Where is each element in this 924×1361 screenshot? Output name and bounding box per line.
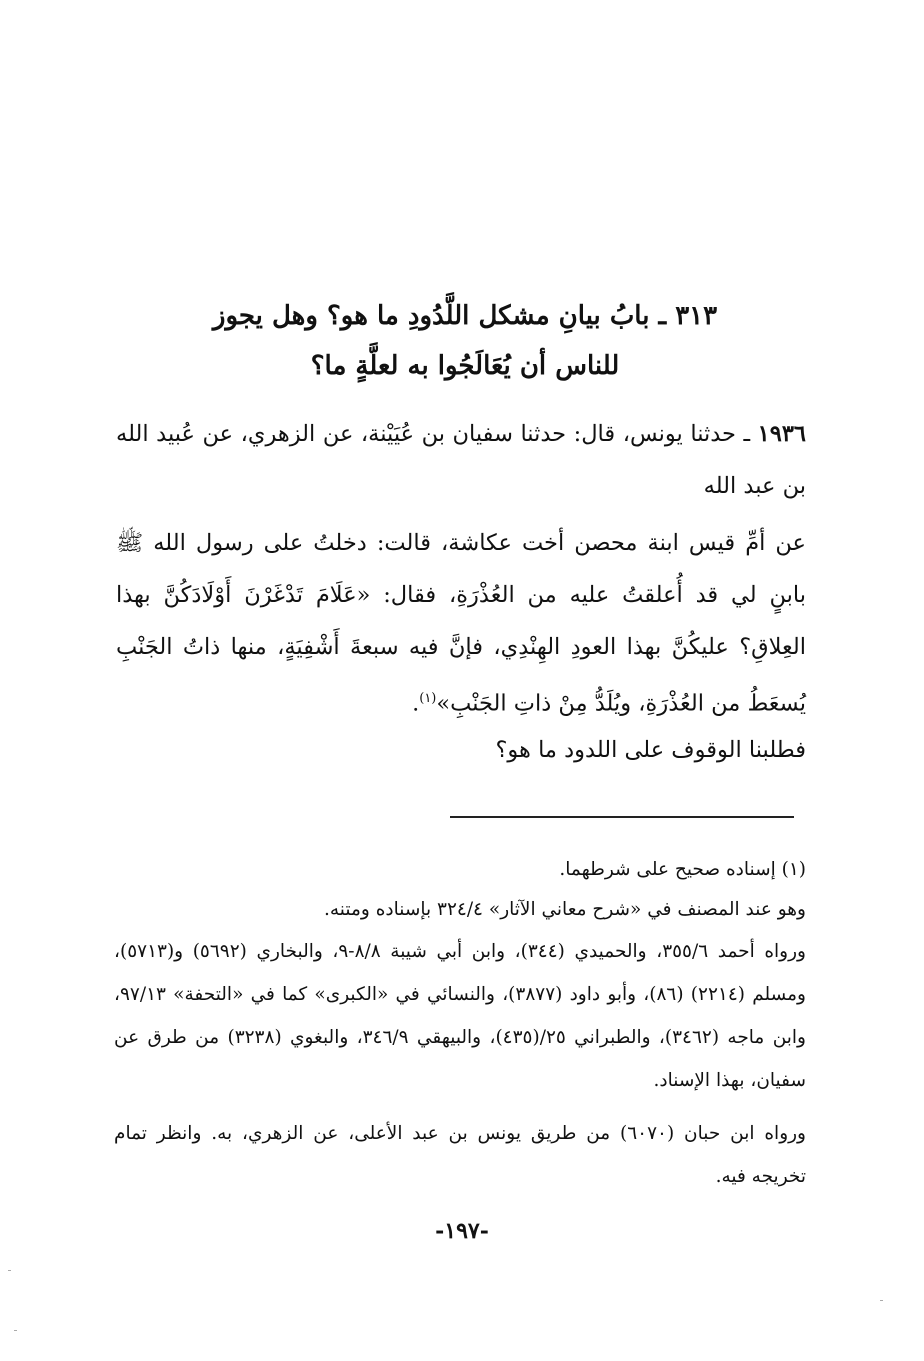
footnote-1: (١) إسناده صحيح على شرطهما. <box>559 859 806 880</box>
footnote-4: ورواه ابن حبان (٦٠٧٠) من طريق يونس بن عبد الأعلى، عن الزهري، به. وانظر تمام تخريجه فيه. <box>114 1123 806 1187</box>
chapter-title-line-1: ٣١٣ ـ بابُ بيانِ مشكل اللَّدُودِ ما هو؟ وهل يجوز <box>212 301 718 331</box>
scan-speck <box>14 1330 17 1331</box>
footnote-2: وهو عند المصنف في «شرح معاني الآثار» ٣٢٤/٤ بإسناده ومتنه. <box>324 899 806 920</box>
scan-speck <box>8 1270 11 1271</box>
footnote-3: ورواه أحمد ٣٥٥/٦، والحميدي (٣٤٤)، وابن أبي شيبة ٨/٨-٩، والبخاري (٥٦٩٢) و(٥٧١٣)، ومسلم (٢٢١٤) (٨٦)، وأبو داود (٣٨٧٧)، والنسائي في «الكبرى» كما في «التحفة» ٩٧/١٣، وابن ماجه (٣٤٦٢)، والطبراني ٢٥/(٤٣٥)، والبيهقي ٣٤٦/٩، والبغوي (٣٢٣٨) من طرق عن سفيان، بهذا الإسناد. <box>114 941 806 1091</box>
footnote-divider <box>450 816 794 818</box>
footnote-marker: (١) <box>419 691 437 706</box>
page-number: -١٩٧- <box>435 1218 489 1244</box>
hadith-matn-text: عن أمِّ قيس ابنة محصن أخت عكاشة، قالت: دخلتُ على رسول الله ﷺ بابنٍ لي قد أُعلقتُ عليه من العُذْرَةِ، فقال: «عَلَامَ تَدْغَرْنَ أَوْلَادَكُنَّ بهذا العِلاقِ؟ عليكُنَّ بهذا العودِ الهِنْدِي، فإنَّ فيه سبعةَ أَشْفِيَةٍ، منها ذاتُ الجَنْبِ يُسعَطُ من العُذْرَةِ، ويُلَدُّ مِنْ ذاتِ الجَنْبِ» <box>116 530 806 717</box>
hadith-chain-paragraph <box>116 408 806 512</box>
chapter-title-line-2: للناس أن يُعَالَجُوا به لعلَّةٍ ما؟ <box>310 351 620 381</box>
hadith-question: فطلبنا الوقوف على اللدود ما هو؟ <box>495 737 806 763</box>
hadith-number: ١٩٣٦ <box>757 421 806 447</box>
hadith-text-paragraph: عن أمِّ قيس ابنة محصن أخت عكاشة، قالت: دخلتُ على رسول الله ﷺ بابنٍ لي قد أُعلقتُ عليه من العُذْرَةِ، فقال: «عَلَامَ تَدْغَرْنَ أَوْلَادَكُنَّ بهذا العِلاقِ؟ عليكُنَّ بهذا العودِ الهِنْدِي، فإنَّ فيه سبعةَ أَشْفِيَةٍ، منها ذاتُ الجَنْبِ يُسعَطُ من العُذْرَةِ، ويُلَدُّ مِنْ ذاتِ الجَنْبِ»$^{(١)}$. <box>116 530 806 717</box>
scan-speck <box>880 1300 883 1301</box>
hadith-chain-text: ـ حدثنا يونس، قال: حدثنا سفيان بن عُيَيْنة، عن الزهري، عن عُبيد الله بن عبد الله <box>116 421 806 499</box>
